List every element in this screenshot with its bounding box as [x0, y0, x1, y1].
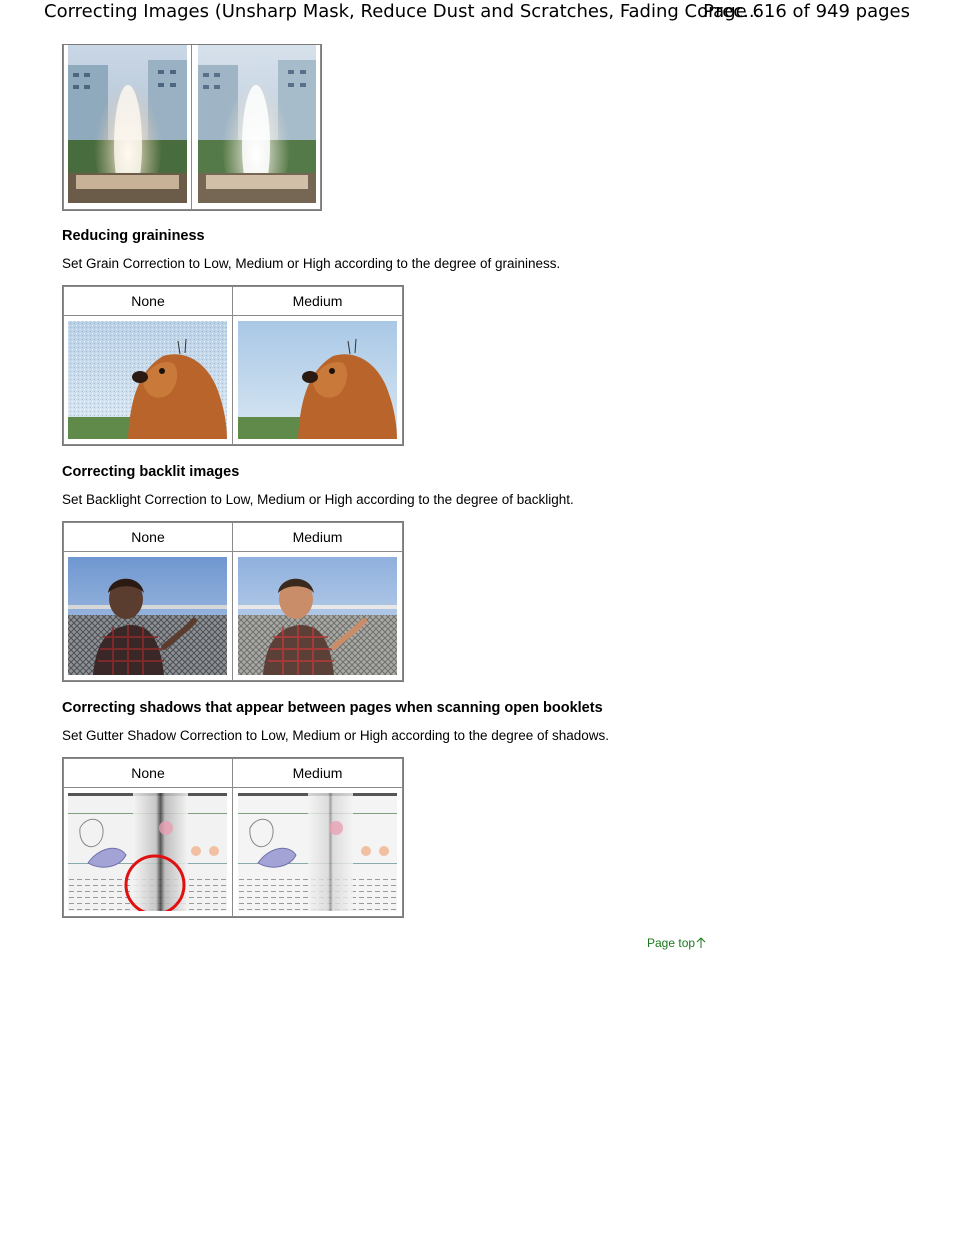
dog-image-medium: [238, 321, 397, 439]
dog-image-none: [68, 321, 227, 439]
fountain-image-medium: [198, 45, 316, 203]
backlit-comparison-table: [62, 521, 404, 682]
section-description-backlit: Set Backlight Correction to Low, Medium or High according to the degree of backlight.: [62, 492, 574, 507]
section-heading-backlit: Correcting backlit images: [62, 464, 240, 480]
page-indicator: Page 616 of 949 pages: [703, 1, 910, 22]
column-header-medium: Medium: [232, 522, 403, 552]
fountain-image-none: [68, 45, 187, 203]
up-arrow-icon: [696, 937, 706, 949]
page-top-label: Page top: [647, 936, 696, 950]
booklet-image-none: [68, 793, 227, 911]
section-description-graininess: Set Grain Correction to Low, Medium or High according to the degree of graininess.: [62, 256, 561, 271]
column-header-medium: Medium: [232, 286, 403, 316]
page-header: [44, 0, 914, 26]
booklet-image-medium: [238, 793, 397, 911]
column-header-medium: Medium: [232, 758, 403, 788]
section-heading-graininess: Reducing graininess: [62, 228, 205, 244]
gutter-shadow-comparison-table: [62, 757, 404, 918]
column-header-none: None: [63, 522, 233, 552]
graininess-comparison-table: [62, 285, 404, 446]
page-top-link[interactable]: [647, 936, 706, 950]
column-header-none: None: [63, 758, 233, 788]
section-description-gutter-shadow: Set Gutter Shadow Correction to Low, Medium or High according to the degree of shadows.: [62, 728, 610, 743]
section-heading-gutter-shadow: Correcting shadows that appear between pages when scanning open booklets: [62, 700, 603, 716]
child-image-medium: [238, 557, 397, 675]
fountain-comparison-table: [62, 44, 322, 211]
document-title: Correcting Images (Unsharp Mask, Reduce Dust and Scratches, Fading Correc...: [44, 1, 761, 22]
column-header-none: None: [63, 286, 233, 316]
child-image-none: [68, 557, 227, 675]
